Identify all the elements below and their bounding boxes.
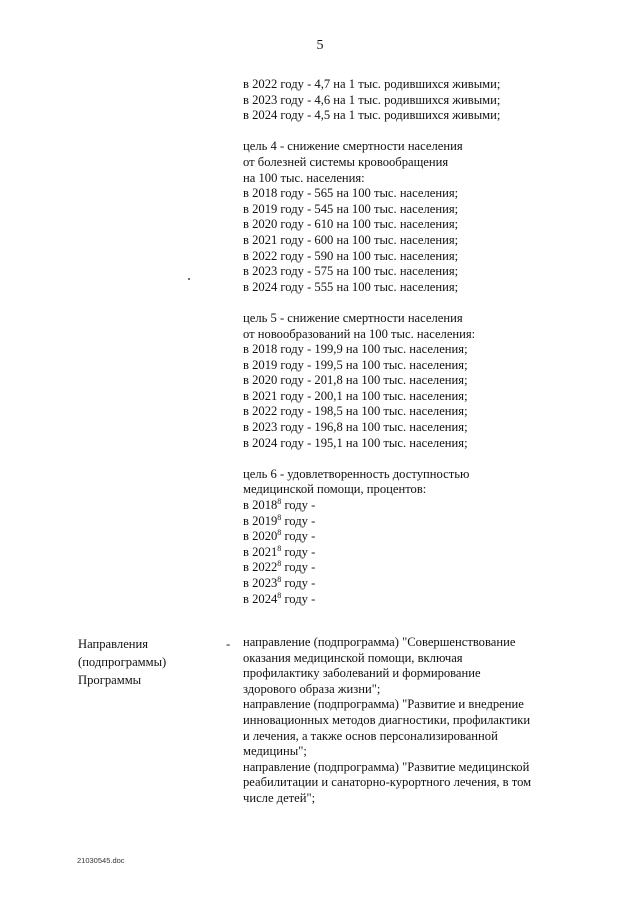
direction-line: направление (подпрограмма) "Совершенствование [243, 635, 516, 649]
goal-line: в 2024 году - 555 на 100 тыс. населения; [243, 279, 459, 294]
footnote-mark: 8 [277, 559, 282, 569]
year-suffix: году - [281, 560, 316, 575]
year-suffix: году - [281, 591, 316, 606]
goal-line: в 2023 году - 4,6 на 1 тыс. родившихся живыми; [243, 92, 501, 107]
goal-line [243, 529, 613, 545]
goal-heading: цель 6 - удовлетворенность доступностью [243, 466, 470, 481]
goal-line [243, 560, 613, 576]
year-prefix: в 2019 [243, 513, 278, 528]
year-suffix: году - [281, 498, 316, 513]
direction-line: числе детей"; [243, 790, 316, 805]
footnote-mark: 8 [277, 543, 282, 553]
goal-line: в 2020 году - 610 на 100 тыс. населения; [243, 217, 459, 232]
direction-line: направление (подпрограмма) "Развитие медицинской [243, 759, 530, 774]
directions-body [243, 635, 583, 807]
goal-line [243, 592, 613, 608]
year-prefix: в 2024 [243, 591, 278, 606]
footnote-mark: 8 [277, 575, 282, 584]
year-prefix: в 2018 [243, 498, 278, 513]
footnote-mark: 8 [277, 528, 282, 538]
goal-heading: цель 4 - снижение смертности населения [243, 139, 463, 154]
direction-line: медицины"; [243, 744, 307, 759]
goal-line [243, 576, 613, 592]
goal-heading: цель 5 - снижение смертности населения [243, 310, 463, 325]
goal-line: в 2021 году - 600 на 100 тыс. населения; [243, 232, 459, 247]
goal-heading: медицинской помощи, процентов: [243, 482, 427, 497]
direction-line: здорового образа жизни"; [243, 681, 381, 696]
goal-line: в 2018 году - 199,9 на 100 тыс. населения; [243, 342, 468, 357]
goal4 [243, 139, 613, 295]
directions-label [78, 635, 218, 689]
directions-label-line: Направления [78, 637, 149, 651]
goal-line [243, 498, 613, 514]
goal-line [243, 514, 613, 530]
page-number: 5 [316, 38, 324, 53]
goal-line: в 2023 году - 575 на 100 тыс. населения; [243, 264, 459, 279]
direction-line: направление (подпрограмма) "Развитие и внедрение [243, 697, 524, 712]
file-name-footer: 21030545.doc [77, 856, 125, 865]
goal-line: в 2022 году - 4,7 на 1 тыс. родившихся живыми; [243, 77, 501, 91]
goal6 [243, 467, 613, 607]
goal-heading: от болезней системы кровообращения [243, 154, 449, 169]
direction-line: и лечения, а также основ персонализированной [243, 728, 498, 743]
goal-line: в 2024 году - 195,1 на 100 тыс. населения; [243, 435, 468, 450]
year-suffix: году - [281, 513, 316, 528]
goals-block [243, 77, 613, 607]
direction-line: профилактику заболеваний и формирование [243, 666, 481, 681]
year-prefix: в 2022 [243, 560, 278, 575]
stray-dot [188, 278, 190, 280]
year-prefix: в 2023 [243, 576, 278, 590]
goal-line: в 2024 году - 4,5 на 1 тыс. родившихся живыми; [243, 108, 501, 123]
goal3-tail [243, 77, 613, 124]
goal-line: в 2019 году - 199,5 на 100 тыс. населения; [243, 357, 468, 372]
footnote-mark: 8 [277, 497, 282, 507]
goal-heading: на 100 тыс. населения: [243, 170, 365, 185]
goal-line [243, 545, 613, 561]
goal-line: в 2023 году - 196,8 на 100 тыс. населения; [243, 420, 468, 435]
footnote-mark: 8 [277, 590, 282, 600]
year-suffix: году - [281, 576, 316, 590]
directions-label-line: Программы [78, 673, 142, 687]
goal-line: в 2021 году - 200,1 на 100 тыс. населения; [243, 388, 468, 403]
goal-line: в 2019 году - 545 на 100 тыс. населения; [243, 201, 459, 216]
direction-line: инновационных методов диагностики, профилактики [243, 712, 531, 727]
footnote-mark: 8 [277, 512, 282, 522]
goal-line: в 2020 году - 201,8 на 100 тыс. населения; [243, 373, 468, 388]
goal-heading: от новообразований на 100 тыс. населения: [243, 326, 476, 341]
year-suffix: году - [281, 529, 316, 544]
goal5 [243, 311, 613, 451]
direction-line: оказания медицинской помощи, включая [243, 650, 463, 665]
directions-label-line: (подпрограммы) [78, 655, 167, 669]
goal-line: в 2022 году - 590 на 100 тыс. населения; [243, 248, 459, 263]
year-prefix: в 2020 [243, 529, 278, 544]
goal-line: в 2018 году - 565 на 100 тыс. населения; [243, 186, 459, 201]
directions-dash: - [226, 637, 231, 651]
direction-line: реабилитации и санаторно-курортного лечения, в том [243, 775, 532, 790]
year-suffix: году - [281, 544, 316, 559]
goal-line: в 2022 году - 198,5 на 100 тыс. населения; [243, 404, 468, 419]
year-prefix: в 2021 [243, 544, 278, 559]
